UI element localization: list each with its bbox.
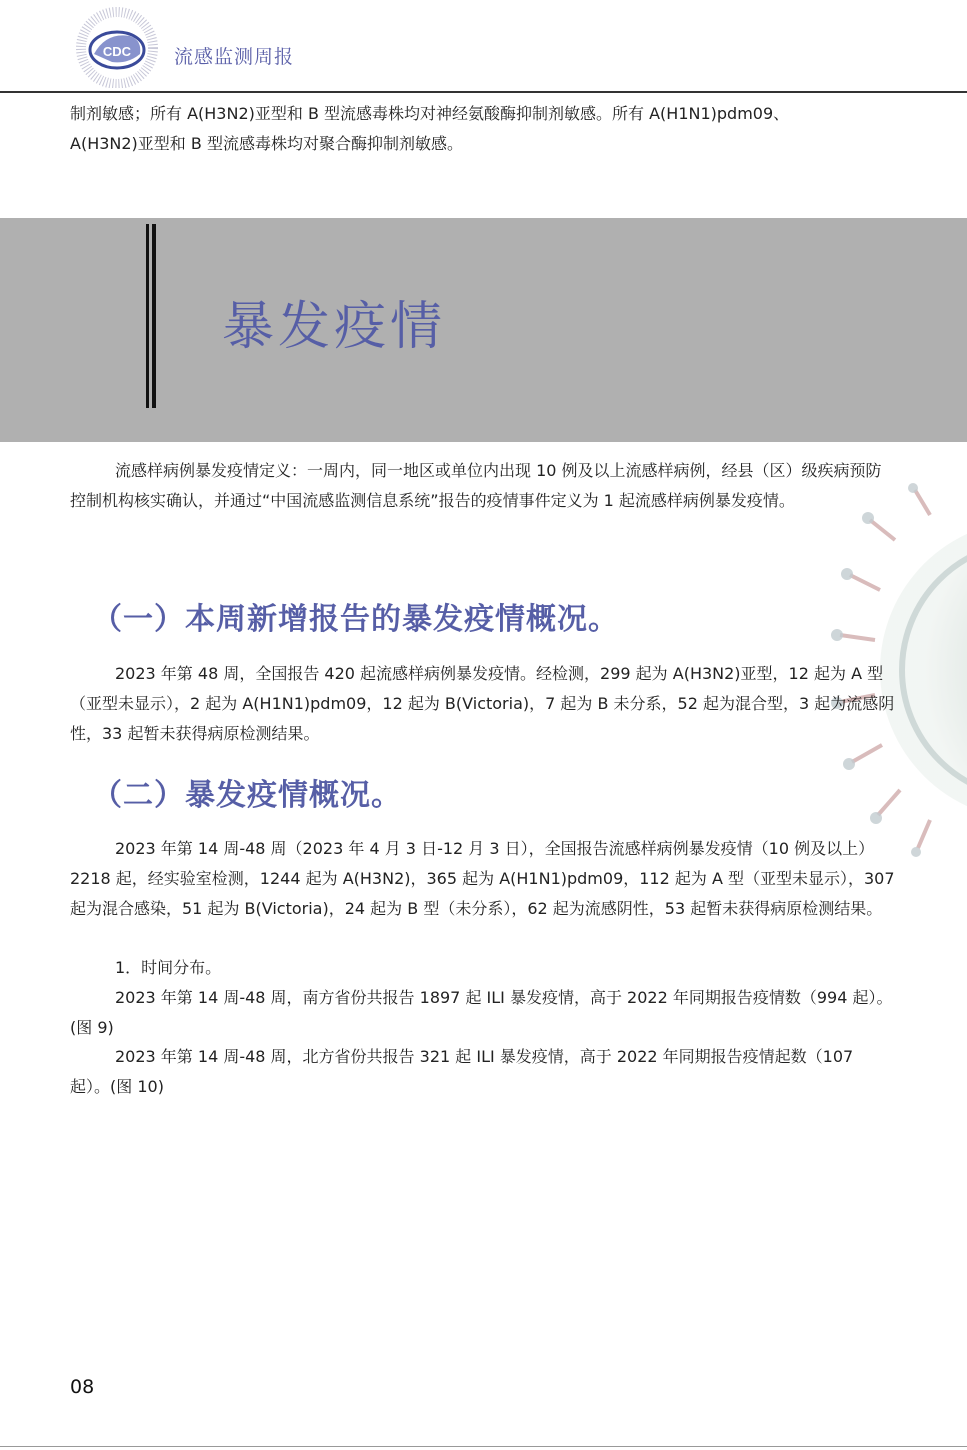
cdc-logo: [72, 6, 162, 88]
section-1-title: （一）本周新增报告的暴发疫情概况。: [92, 602, 619, 637]
section-banner: [0, 218, 967, 442]
svg-text:CDC: CDC: [102, 44, 132, 59]
header-divider: [0, 91, 967, 93]
banner-bar: [152, 224, 156, 408]
footer-divider: [0, 1446, 967, 1447]
intro-line-2: A(H3N2)亚型和 B 型流感毒株均对聚合酶抑制剂敏感。: [70, 134, 463, 153]
section-2-title: （二）暴发疫情概况。: [92, 778, 402, 813]
north-provinces-paragraph: 2023 年第 14 周-48 周，北方省份共报告 321 起 ILI 暴发疫情，高于 2022 年同期报告疫情起数（107 起）。(图 10): [70, 1047, 854, 1096]
section-2-body: 2023 年第 14 周-48 周（2023 年 4 月 3 日-12 月 3 日），全国报告流感样病例暴发疫情（10 例及以上）2218 起，经实验室检测，1244 起为 A(H3N2)，365 起为 A(H1N1)pdm09，112 起为 A 型（亚型未显示），307 起为混合感染，51 起为 B(Victoria)，24 起为 B 型（未分系），62 起为流感阴性，53 起暂未获得病原检测结果。: [70, 839, 895, 918]
page-header: [0, 0, 967, 94]
banner-bar: [146, 224, 149, 408]
south-provinces-paragraph: 2023 年第 14 周-48 周，南方省份共报告 1897 起 ILI 暴发疫情，高于 2022 年同期报告疫情数（994 起）。(图 9): [70, 988, 893, 1037]
time-distribution-heading: 1．时间分布。: [115, 958, 222, 977]
outbreak-definition: 流感样病例暴发疫情定义：一周内，同一地区或单位内出现 10 例及以上流感样病例，经县（区）级疾病预防控制机构核实确认，并通过“中国流感监测信息系统”报告的疫情事件定义为 1 起流感样病例暴发疫情。: [70, 461, 882, 510]
section-1-body: 2023 年第 48 周，全国报告 420 起流感样病例暴发疫情。经检测，299 起为 A(H3N2)亚型，12 起为 A 型（亚型未显示），2 起为 A(H1N1)pdm09，12 起为 B(Victoria)，7 起为 B 未分系，52 起为混合型，3 起为流感阴性，33 起暂未获得病原检测结果。: [70, 664, 895, 743]
intro-line-1: 制剂敏感；所有 A(H3N2)亚型和 B 型流感毒株均对神经氨酸酶抑制剂敏感。所有 A(H1N1)pdm09、: [70, 104, 790, 123]
banner-title: 暴发疫情: [222, 297, 447, 357]
page-number: 08: [70, 1376, 95, 1398]
report-title: 流感监测周报: [174, 46, 295, 68]
